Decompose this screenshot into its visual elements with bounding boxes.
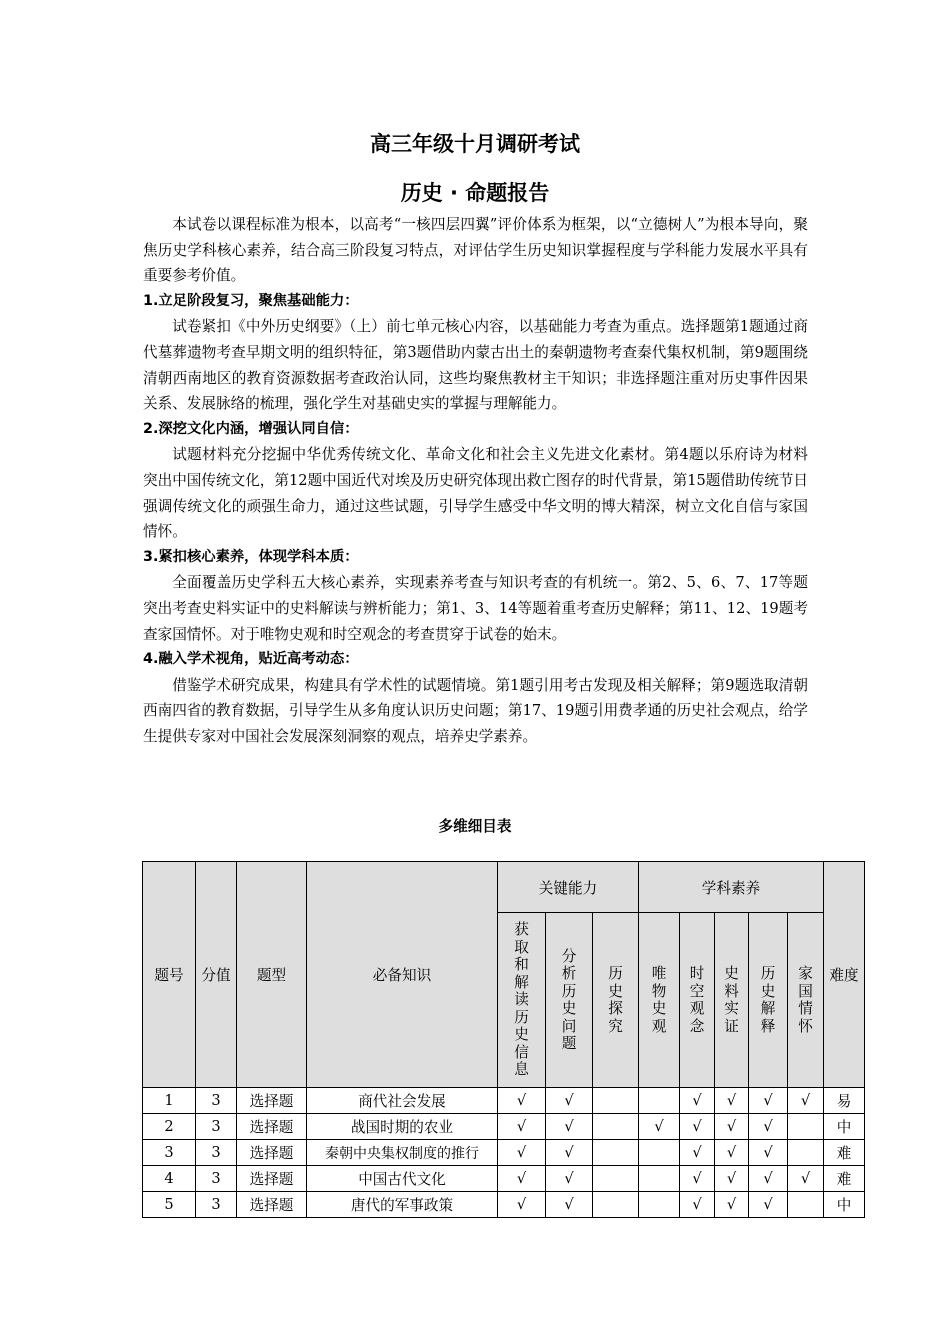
section-heading: 2.深挖文化内涵，增强认同自信：	[143, 420, 359, 437]
cell-check	[788, 1140, 824, 1166]
cell-difficulty: 易	[824, 1088, 865, 1114]
cell-check: √	[749, 1114, 788, 1140]
cell-difficulty: 难	[824, 1166, 865, 1192]
section-paragraph: 试题材料充分挖掘中华优秀传统文化、革命文化和社会主义先进文化素材。第4题以乐府诗为材料突出中国传统文化，第12题中国近代对埃及历史研究体现出救亡图存的时代背景，第15题借助传统节日强调传统文化的顽强生命力，通过这些试题，引导学生感受中华文明的博大精深，树立文化自信与家国情怀。	[143, 446, 808, 541]
intro-paragraph: 本试卷以课程标准为根本，以高考“一核四层四翼”评价体系为框架，以“立德树人”为根本导向，聚焦历史学科核心素养，结合高三阶段复习特点，对评估学生历史知识掌握程度与学科能力发展水平具有重要参考价值。	[143, 216, 808, 285]
cell-check	[593, 1140, 639, 1166]
cell-check: √	[680, 1088, 715, 1114]
cell-check: √	[749, 1140, 788, 1166]
section-heading: 1.立足阶段复习，聚焦基础能力：	[143, 292, 359, 309]
cell-num: 2	[143, 1114, 196, 1140]
cell-check: √	[546, 1088, 593, 1114]
cell-check: √	[715, 1114, 749, 1140]
header-ability-3: 历史探究	[593, 913, 639, 1088]
cell-check	[639, 1166, 680, 1192]
cell-knowledge: 唐代的军事政策	[307, 1192, 498, 1218]
cell-check: √	[498, 1192, 546, 1218]
cell-score: 3	[196, 1192, 237, 1218]
cell-type: 选择题	[237, 1114, 307, 1140]
cell-check: √	[788, 1166, 824, 1192]
cell-num: 1	[143, 1088, 196, 1114]
cell-check	[593, 1114, 639, 1140]
cell-check: √	[546, 1140, 593, 1166]
report-body	[143, 212, 808, 749]
cell-check	[593, 1088, 639, 1114]
cell-check: √	[715, 1192, 749, 1218]
cell-difficulty: 中	[824, 1192, 865, 1218]
cell-check: √	[546, 1166, 593, 1192]
cell-check: √	[788, 1088, 824, 1114]
cell-check: √	[680, 1140, 715, 1166]
cell-check: √	[749, 1088, 788, 1114]
cell-type: 选择题	[237, 1166, 307, 1192]
cell-knowledge: 秦朝中央集权制度的推行	[307, 1140, 498, 1166]
header-ability-group: 关键能力	[498, 862, 639, 913]
cell-type: 选择题	[237, 1140, 307, 1166]
section-paragraph: 借鉴学术研究成果，构建具有学术性的试题情境。第1题引用考古发现及相关解释；第9题选取清朝西南四省的教育数据，引导学生从多角度认识历史问题；第17、19题引用费孝通的历史社会观点，给学生提供专家对中国社会发展深刻洞察的观点，培养史学素养。	[143, 676, 808, 745]
cell-check: √	[498, 1088, 546, 1114]
cell-check: √	[715, 1140, 749, 1166]
header-literacy-1: 唯物史观	[639, 913, 680, 1088]
cell-check: √	[546, 1192, 593, 1218]
cell-check: √	[498, 1166, 546, 1192]
table-row	[143, 1192, 865, 1218]
section-paragraph: 全面覆盖历史学科五大核心素养，实现素养考查与知识考查的有机统一。第2、5、6、7、17等题突出考查史料实证中的史料解读与辨析能力；第1、3、14等题着重考查历史解释；第11、12、19题考查家国情怀。对于唯物史观和时空观念的考查贯穿于试卷的始末。	[143, 574, 808, 643]
cell-num: 3	[143, 1140, 196, 1166]
header-literacy-3: 史料实证	[715, 913, 749, 1088]
header-literacy-5: 家国情怀	[788, 913, 824, 1088]
header-literacy-2: 时空观念	[680, 913, 715, 1088]
cell-check: √	[749, 1192, 788, 1218]
table-row	[143, 1140, 865, 1166]
cell-check	[788, 1114, 824, 1140]
header-ability-1: 获取和解读历史信息	[498, 913, 546, 1088]
cell-check	[639, 1088, 680, 1114]
cell-knowledge: 商代社会发展	[307, 1088, 498, 1114]
table-row	[143, 1114, 865, 1140]
cell-knowledge: 战国时期的农业	[307, 1114, 498, 1140]
section-heading: 3.紧扣核心素养，体现学科本质：	[143, 548, 359, 565]
cell-check: √	[546, 1114, 593, 1140]
cell-check: √	[715, 1088, 749, 1114]
cell-num: 5	[143, 1192, 196, 1218]
table-row	[143, 1166, 865, 1192]
table-row	[143, 1088, 865, 1114]
cell-score: 3	[196, 1166, 237, 1192]
header-difficulty: 难度	[824, 862, 865, 1088]
cell-check: √	[680, 1114, 715, 1140]
cell-knowledge: 中国古代文化	[307, 1166, 498, 1192]
cell-difficulty: 中	[824, 1114, 865, 1140]
cell-check: √	[680, 1192, 715, 1218]
section-heading: 4.融入学术视角，贴近高考动态：	[143, 651, 359, 668]
cell-check: √	[498, 1114, 546, 1140]
cell-check	[788, 1192, 824, 1218]
cell-check	[639, 1140, 680, 1166]
cell-check	[593, 1192, 639, 1218]
cell-check	[593, 1166, 639, 1192]
header-score: 分值	[196, 862, 237, 1088]
cell-difficulty: 难	[824, 1140, 865, 1166]
cell-score: 3	[196, 1088, 237, 1114]
header-num: 题号	[143, 862, 196, 1088]
cell-check: √	[498, 1140, 546, 1166]
header-literacy-group: 学科素养	[639, 862, 824, 913]
header-knowledge: 必备知识	[307, 862, 498, 1088]
section-paragraph: 试卷紧扣《中外历史纲要》（上）前七单元核心内容，以基础能力考查为重点。选择题第1题通过商代墓葬遗物考查早期文明的组织特征，第3题借助内蒙古出土的秦朝遗物考查秦代集权机制，第9题围绕清朝西南地区的教育资源数据考查政治认同，这些均聚焦教材主干知识；非选择题注重对历史事件因果关系、发展脉络的梳理，强化学生对基础史实的掌握与理解能力。	[143, 318, 808, 413]
cell-check: √	[749, 1166, 788, 1192]
cell-check: √	[680, 1166, 715, 1192]
header-literacy-4: 历史解释	[749, 913, 788, 1088]
report-title: 高三年级十月调研考试	[370, 132, 580, 156]
cell-check: √	[639, 1114, 680, 1140]
header-type: 题型	[237, 862, 307, 1088]
cell-check	[639, 1192, 680, 1218]
cell-score: 3	[196, 1140, 237, 1166]
cell-score: 3	[196, 1114, 237, 1140]
cell-type: 选择题	[237, 1192, 307, 1218]
cell-num: 4	[143, 1166, 196, 1192]
detail-table	[142, 861, 865, 1218]
table-caption: 多维细目表	[438, 818, 512, 835]
header-ability-2: 分析历史问题	[546, 913, 593, 1088]
cell-type: 选择题	[237, 1088, 307, 1114]
cell-check: √	[715, 1166, 749, 1192]
report-subtitle: 历史 · 命题报告	[400, 181, 550, 205]
